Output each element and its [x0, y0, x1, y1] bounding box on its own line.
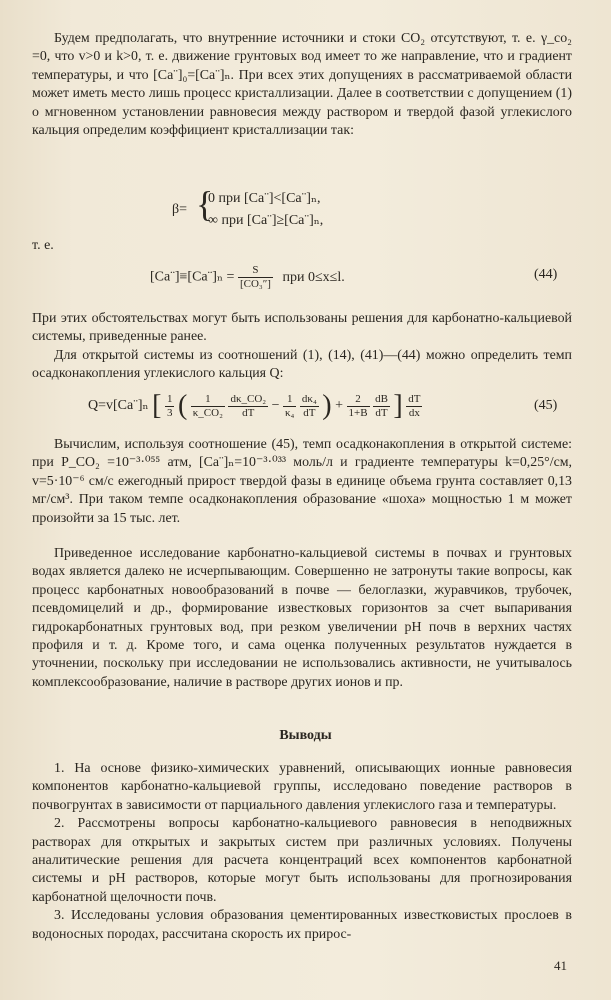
paragraph-discussion [32, 545, 572, 692]
bracket-open: [ [152, 390, 162, 421]
eq45-frac-2 [191, 393, 225, 420]
frac-num: dB [375, 392, 388, 405]
conclusions-list [32, 760, 572, 944]
eq45-frac-1 [165, 393, 175, 420]
plus-sign: + [335, 398, 344, 414]
paragraph-text: Вычислим, используя соотношение (45), темп осадконакопления в открытой системе: при P_CO₂ =10⁻³·⁰⁵⁵ атм, [Ca¨]ₙ=10⁻³·⁰³³ моль/л и градиенте температуры k=0,25°/см, v=5·10⁻⁶ см/с ежегодный прирост твердой фазы в единице объема грунта составляет 0,13 мг/см³. При таком темпе осадконакопления образование «шоха» мощностью 1 м может произойти за 15 тыс. лет. [32, 437, 572, 526]
eq44-fraction [238, 264, 273, 291]
eq45-frac-6 [347, 393, 370, 420]
beta-case-2: ∞ при [Ca¨]≥[Ca¨]ₙ, [208, 213, 324, 228]
equation-44-number: (44) [534, 267, 558, 282]
paragraph-solutions [32, 310, 572, 384]
eq45-frac-3 [228, 393, 268, 420]
equation-44 [150, 264, 345, 291]
frac-den: κ₄ [285, 406, 295, 419]
frac-num: 1 [166, 392, 173, 405]
frac-den: dT [242, 406, 255, 419]
conclusion-item: 2. Рассмотрены вопросы карбонатно-кальциевого равновесия в неподвижных растворах для открытых и закрытых систем при различных условиях. Получены аналитические решения для расчета концентраций всех компонентов карбонатной системы и pH растворов, которые могут быть использованы для прогнозирования карбонатной щелочности почв. [32, 816, 572, 905]
paragraph-text: При этих обстоятельствах могут быть использованы решения для карбонатно-кальциевой системы, приведенные ранее. [32, 311, 572, 345]
te-text: т. е. [32, 238, 54, 253]
eq45-left: Q=v[Ca¨]ₙ [88, 398, 149, 414]
eq45-frac-4 [283, 393, 296, 420]
eq45-frac-8 [406, 393, 422, 420]
frac-den: dT [375, 406, 388, 419]
frac-num: 1 [191, 393, 225, 407]
frac-den: dT [303, 406, 316, 419]
beta-label: β= [172, 202, 188, 217]
frac-den: 1+B [348, 406, 368, 419]
frac-den: 3 [166, 406, 173, 419]
eq45-frac-5 [300, 393, 319, 420]
brace-symbol: { [196, 184, 214, 224]
paragraph-text: Будем предполагать, что внутренние источники и стоки CO₂ отсутствуют, т. е. γ_co₂ =0, что v>0 и k>0, т. е. движение грунтовых вод имеет то же направление, что и градиент температуры, и что [Ca¨]₀=[Ca¨]ₙ. При всех этих допущениях в рассматриваемой области может иметь место лишь процесс кристаллизации. Далее в соответствии с допущением (1) о мгновенном установлении равновесия между раствором и твердой фазой углекислого кальция определим коэффициент кристаллизации так: [32, 31, 572, 139]
frac-num: 1 [283, 393, 296, 407]
equation-45 [88, 390, 422, 422]
eq44-numerator: S [238, 264, 273, 278]
frac-den: κ_CO₂ [192, 406, 223, 419]
beta-case-1: 0 при [Ca¨]<[Ca¨]ₙ, [208, 191, 321, 206]
paragraph-text: Для открытой системы из соотношений (1), (14), (41)—(44) можно определить темп осадконакопления углекислого кальция Q: [32, 347, 572, 382]
frac-num: dκ₄ [301, 392, 317, 405]
paragraph-text: Приведенное исследование карбонатно-кальциевой системы в почвах и грунтовых водах является далеко не исчерпывающим. Совершенно не затронуты такие вопросы, как процесс карбонатных новообразований в почве — белоглазки, журавчиков, трубочек, псевдомицелий и др., формирование известковых горизонтов за счет выпаривания гидрокарбонатных грунтовых вод, при резком увеличении pH почв в верхних частях профиля и т. д. Кроме того, и сама оценка полученных результатов нуждается в уточнении, поскольку при исследовании не использовались активности, не учитывалось комплексообразование, наличие в растворе других ионов и пр. [32, 546, 572, 690]
frac-num: dκ_CO₂ [230, 392, 267, 405]
page-number: 41 [554, 958, 567, 973]
conclusion-item: 3. Исследованы условия образования цементированных известковистых прослоев в водоносных породах, рассчитана скорость их прирос- [32, 908, 572, 942]
frac-num: dT [408, 392, 421, 405]
minus-sign: − [271, 398, 280, 414]
paren-open: ( [177, 390, 188, 421]
eq44-denominator: [CO₃″] [239, 278, 271, 290]
eq44-right: при 0≤x≤l. [282, 269, 345, 285]
frac-den: dx [408, 406, 420, 419]
conclusion-item: 1. На основе физико-химических уравнений, описывающих ионные равновесия компонентов карбонатно-кальциевой группы, исследовано поведение растворов в почвогрунтах в зависимости от парциального давления углекислого газа и температуры. [32, 761, 572, 813]
section-heading: Выводы [279, 728, 332, 743]
paragraph-assumptions [32, 30, 572, 140]
eq45-frac-7 [373, 393, 390, 420]
paragraph-calculation [32, 436, 572, 528]
eq44-left: [Ca¨]≡[Ca¨]ₙ = [150, 269, 235, 285]
paren-close: ) [322, 390, 332, 421]
frac-num: 2 [347, 393, 370, 407]
bracket-close: ] [393, 390, 403, 421]
equation-45-number: (45) [534, 398, 558, 413]
